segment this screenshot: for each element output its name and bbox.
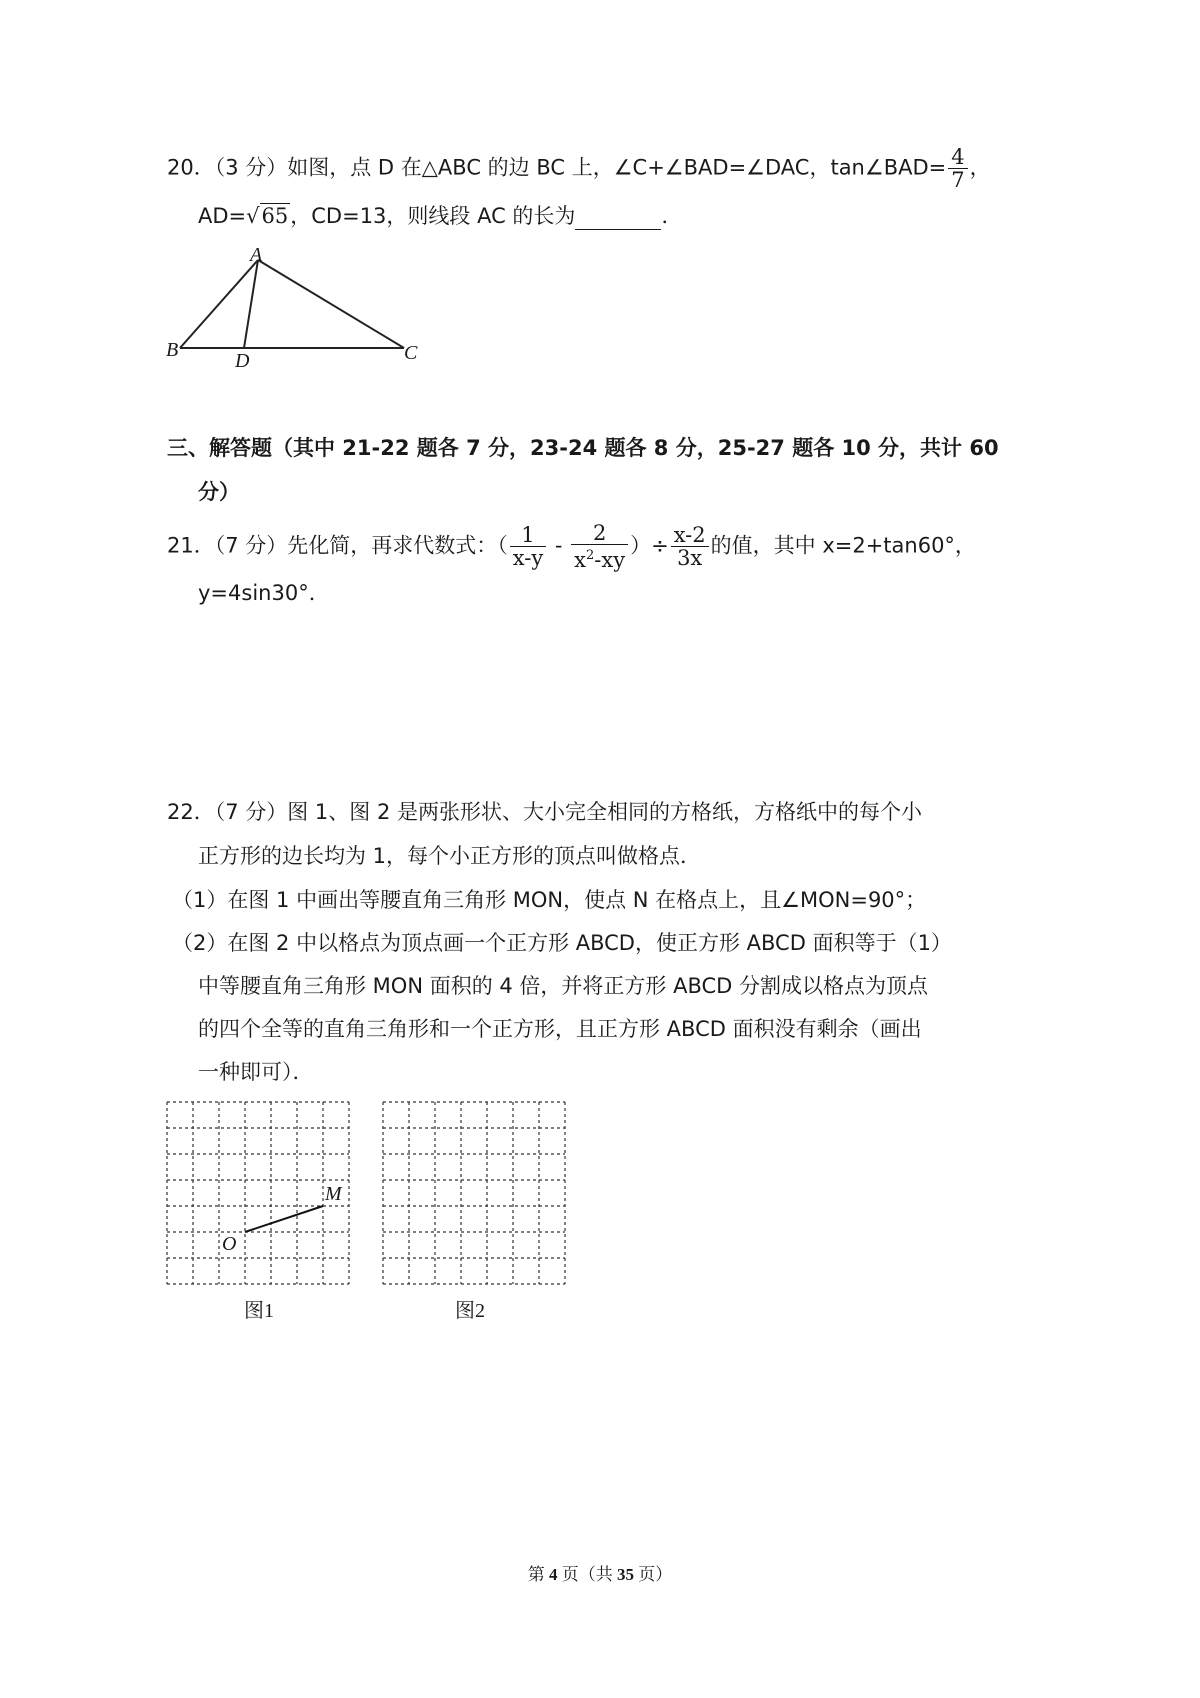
q22-text-1: 22．（7 分）图 1、图 2 是两张形状、大小完全相同的方格纸，方格纸中的每个小 <box>167 800 923 824</box>
minus-sign: - <box>554 533 563 558</box>
section3-heading-end: 分） <box>198 480 240 504</box>
q20-text2: ，CD=13，则线段 AC 的长为 <box>290 204 576 228</box>
fraction-2-den <box>571 545 628 571</box>
figure-1-caption: 图1 <box>244 1300 274 1322</box>
label-c: C <box>404 342 418 364</box>
fraction-1 <box>510 524 546 569</box>
q21-condition: y=4sin30°． <box>198 581 330 605</box>
page-number: 4 <box>549 1565 558 1584</box>
tan-numerator: 4 <box>951 145 965 169</box>
q22-text-3: （1）在图 1 中画出等腰直角三角形 MON，使点 N 在格点上，且∠MON=90°； <box>172 888 927 912</box>
section3-heading: 三、解答题（其中 21-22 题各 7 分，23-24 题各 8 分，25-27 题各 10 分，共计 60 <box>167 436 999 460</box>
page-footer <box>0 1560 1200 1585</box>
fraction-2-den-base: x <box>574 548 586 572</box>
q20-line1 <box>167 146 991 191</box>
footer-suffix: 页） <box>634 1565 673 1584</box>
q20-text: 20．（3 分）如图，点 D 在△ABC 的边 BC 上，∠C+∠BAD=∠DAC，tan∠BAD= <box>167 155 947 180</box>
grid-figure-2[interactable] <box>381 1100 571 1290</box>
q22-line5 <box>198 972 928 1000</box>
tan-denominator: 7 <box>951 168 965 192</box>
triangle-figure <box>160 240 440 380</box>
label-m: M <box>325 1183 342 1205</box>
sqrt-65 <box>246 203 290 228</box>
q21-line2 <box>198 579 330 607</box>
figure-2-caption: 图2 <box>455 1300 485 1322</box>
q21-line1 <box>167 522 976 571</box>
q22-line3 <box>172 886 926 914</box>
label-b: B <box>166 339 179 361</box>
fraction-2 <box>571 522 628 571</box>
q22-text-7: 一种即可）． <box>198 1060 314 1084</box>
q22-text-6: 的四个全等的直角三角形和一个正方形，且正方形 ABCD 面积没有剩余（画出 <box>198 1017 922 1041</box>
fraction-2-num: 2 <box>592 521 607 545</box>
q22-line6 <box>198 1015 922 1043</box>
label-a: A <box>250 244 263 266</box>
segment-om <box>245 1206 323 1232</box>
sqrt-radicand: 65 <box>261 204 289 228</box>
q20-ad-label: AD= <box>198 204 247 228</box>
q22-line2 <box>198 842 701 870</box>
total-pages: 35 <box>617 1565 634 1584</box>
section3-heading-line1 <box>167 434 999 462</box>
q21-prefix: 21．（7 分）先化简，再求代数式：（ <box>167 533 508 558</box>
label-d: D <box>235 350 250 372</box>
side-ac <box>258 260 404 348</box>
fraction-2-den-exp: 2 <box>586 548 595 563</box>
q22-text-2: 正方形的边长均为 1，每个小正方形的顶点叫做格点． <box>198 844 702 868</box>
fraction-1-num: 1 <box>521 523 535 547</box>
q22-line1 <box>167 798 922 826</box>
fraction-1-den: x-y <box>512 546 544 570</box>
q22-text-4: （2）在图 2 中以格点为顶点画一个正方形 ABCD，使正方形 ABCD 面积等于（1） <box>172 931 952 955</box>
sqrt-sign: √ <box>246 204 260 228</box>
q21-suffix: 的值，其中 x=2+tan60°， <box>710 533 976 558</box>
fraction-3-den: 3x <box>677 546 703 570</box>
label-o: O <box>222 1233 237 1255</box>
q20-line2-end: ． <box>661 204 683 228</box>
fraction-3-num: x-2 <box>673 523 706 547</box>
tan-fraction <box>948 146 967 191</box>
q20-line1-end: ， <box>969 155 991 180</box>
close-divide: ）÷ <box>630 533 669 558</box>
q20-line2 <box>198 202 682 230</box>
section3-heading-line2 <box>198 478 240 506</box>
fraction-3 <box>671 524 709 569</box>
fraction-2-den-rest: -xy <box>594 548 626 572</box>
q22-line4 <box>172 929 952 957</box>
footer-middle: 页（共 <box>557 1565 617 1584</box>
footer-prefix: 第 <box>527 1565 549 1584</box>
q22-text-5: 中等腰直角三角形 MON 面积的 4 倍，并将正方形 ABCD 分割成以格点为顶点 <box>198 974 929 998</box>
answer-blank[interactable] <box>575 207 661 230</box>
q22-line7 <box>198 1058 314 1086</box>
